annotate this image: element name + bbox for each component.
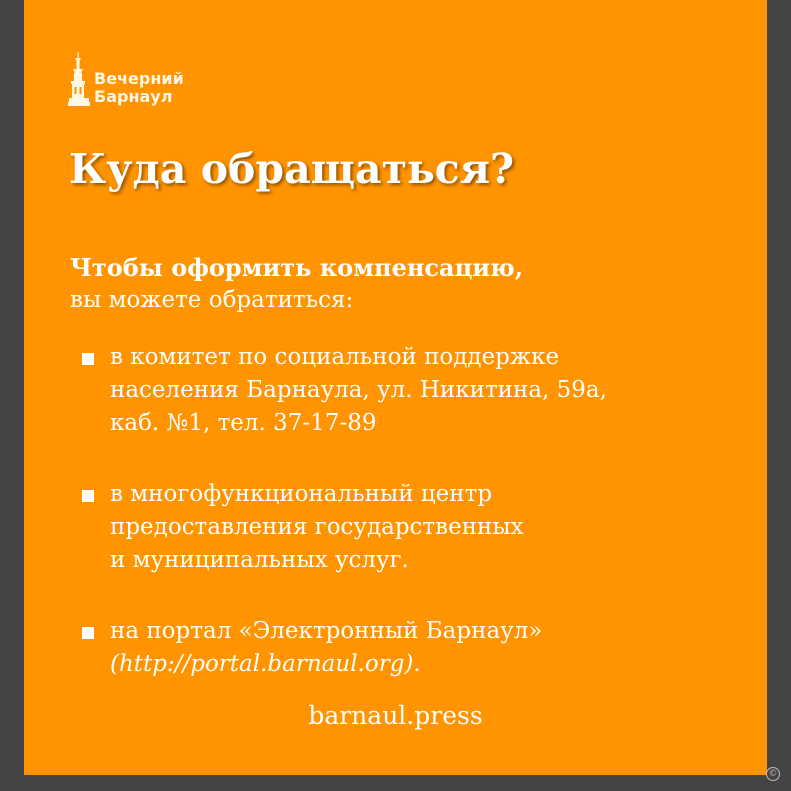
logo-line-1: Вечерний <box>94 69 184 88</box>
bullet-square-icon <box>82 353 94 365</box>
list-item-line: в комитет по социальной поддержке <box>110 344 560 370</box>
lead-strong: Чтобы оформить компенсацию, <box>70 253 524 282</box>
lead-normal: вы можете обратиться: <box>70 287 354 313</box>
bullet-square-icon <box>82 627 94 639</box>
list-item-line: в многофункциональный центр <box>110 481 493 507</box>
page-title: Куда обращаться? <box>69 145 515 193</box>
list-item-line: и муниципальных услуг. <box>110 547 409 573</box>
list-item <box>76 478 607 577</box>
bullet-square-icon <box>82 490 94 502</box>
logo-text <box>94 70 184 106</box>
list-item <box>76 341 607 440</box>
lead-text <box>70 252 523 316</box>
site-url[interactable]: barnaul.press <box>308 701 483 730</box>
logo <box>68 52 184 110</box>
portal-link[interactable]: (http://portal.barnaul.org). <box>110 651 421 677</box>
logo-line-2: Барнаул <box>94 87 173 106</box>
tower-icon <box>68 52 90 110</box>
list-item-line: предоставления государственных <box>110 514 524 540</box>
copyright-icon: © <box>766 767 780 781</box>
list-item-line: каб. №1, тел. 37-17-89 <box>110 410 377 436</box>
info-card <box>24 0 767 775</box>
contact-list <box>76 341 607 681</box>
list-item <box>76 615 607 681</box>
list-item-line: на портал «Электронный Барнаул» <box>110 618 543 644</box>
list-item-line: населения Барнаула, ул. Никитина, 59а, <box>110 377 607 403</box>
